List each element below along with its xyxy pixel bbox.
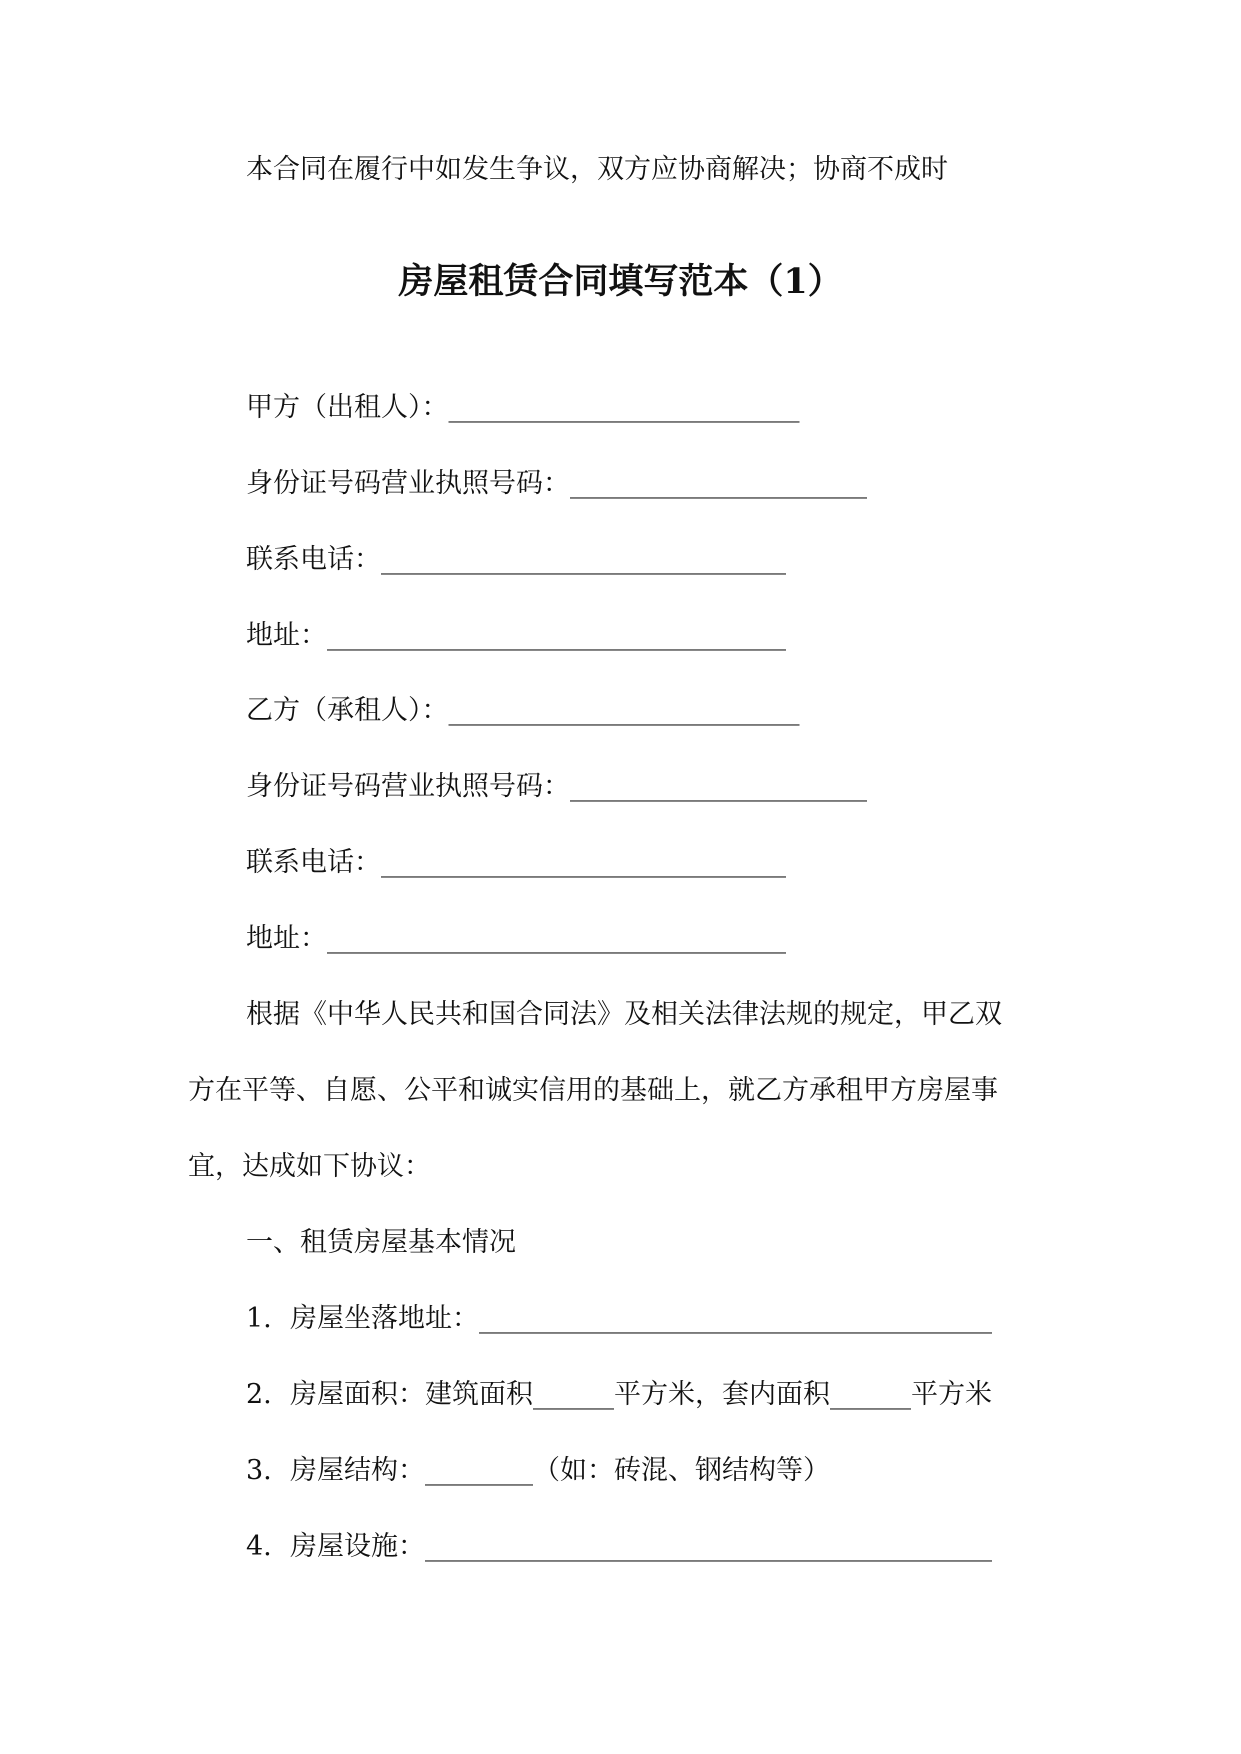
list-item-text: 房屋结构：________（如：砖混、钢结构等） (290, 1455, 830, 1486)
party-a-phone-field: 联系电话：______________________________ (246, 544, 786, 575)
party-a-address-field: 地址：__________________________________ (246, 620, 786, 651)
list-item-text: 房屋坐落地址：______________________________________ (290, 1303, 992, 1334)
carryover-line: 本合同在履行中如发生争议，双方应协商解决；协商不成时 (246, 154, 948, 185)
party-a-name-field: 甲方（出租人）：__________________________ (246, 392, 800, 423)
list-item-number: 4. (246, 1531, 272, 1562)
list-item-number: 3. (246, 1455, 272, 1486)
list-item (246, 1377, 992, 1413)
preamble-line: 方在平等、自愿、公平和诚实信用的基础上，就乙方承租甲方房屋事 (188, 1075, 998, 1106)
party-b-name-field: 乙方（承租人）：__________________________ (246, 695, 800, 726)
list-item-number: 2. (246, 1379, 272, 1410)
list-item (246, 1453, 830, 1489)
list-item-text: 房屋面积：建筑面积______平方米，套内面积______平方米 (290, 1379, 992, 1410)
list-item (246, 1301, 992, 1337)
preamble-line: 根据《中华人民共和国合同法》及相关法律法规的规定，甲乙双 (246, 999, 1002, 1030)
list-item (246, 1529, 992, 1565)
party-b-address-field: 地址：__________________________________ (246, 923, 786, 954)
preamble-line: 宜，达成如下协议： (188, 1151, 431, 1182)
party-b-id-field: 身份证号码营业执照号码：______________________ (246, 771, 867, 802)
party-b-phone-field: 联系电话：______________________________ (246, 847, 786, 878)
section-heading: 一、租赁房屋基本情况 (246, 1227, 516, 1258)
list-item-text: 房屋设施：__________________________________________ (290, 1531, 992, 1562)
list-item-number: 1. (246, 1303, 272, 1334)
party-a-id-field: 身份证号码营业执照号码：______________________ (246, 468, 867, 499)
document-title: 房屋租赁合同填写范本（1） (398, 261, 843, 302)
